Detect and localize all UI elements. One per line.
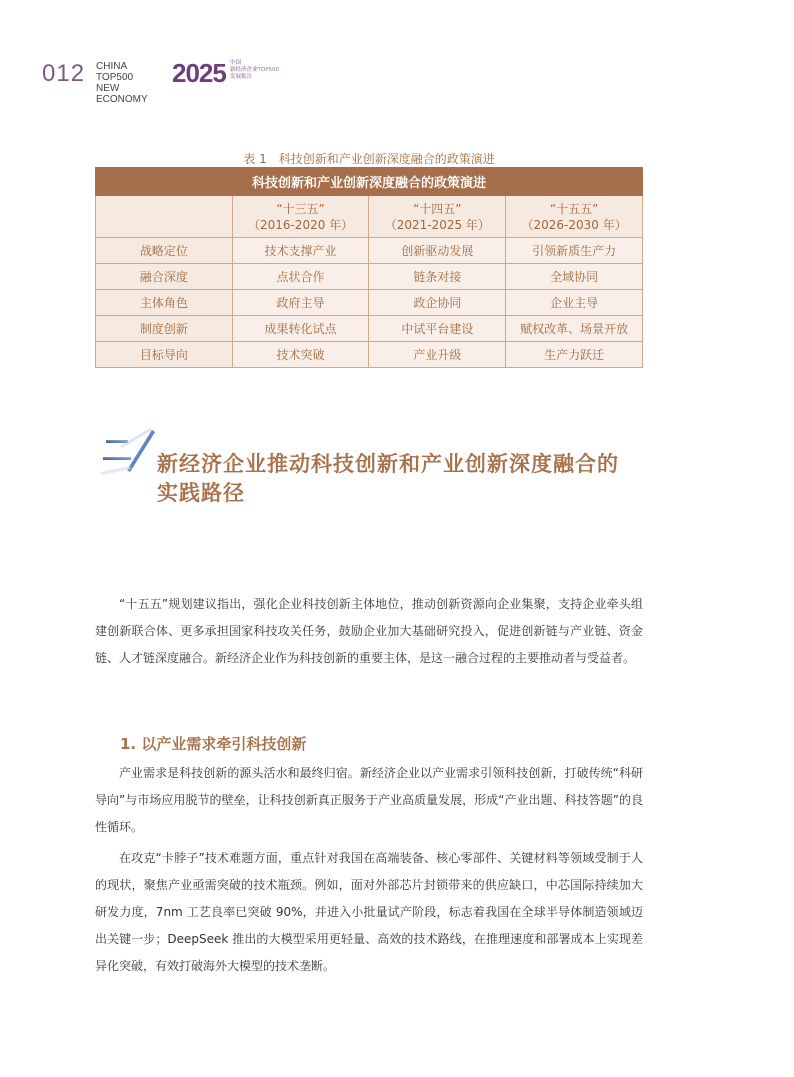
table-row (96, 264, 643, 290)
column-header: “十四五” （2021-2025 年） (369, 196, 506, 238)
section-number-mark-icon (100, 426, 160, 478)
table-cell: 企业主导 (506, 290, 643, 316)
body-paragraph: 产业需求是科技创新的源头活水和最终归宿。新经济企业以产业需求引领科技创新，打破传统“科研导向”与市场应用脱节的壁垒，让科技创新真正服务于产业高质量发展，形成“产业出题、科技答题”的良性循环。 (95, 766, 643, 834)
table-cell: 政府主导 (232, 290, 369, 316)
table-cell: 引领新质生产力 (506, 238, 643, 264)
table-cell: 赋权改革、场景开放 (506, 316, 643, 342)
row-label: 目标导向 (96, 342, 233, 368)
column-header: “十五五” （2026-2030 年） (506, 196, 643, 238)
subsection-heading: 1. 以产业需求牵引科技创新 (120, 735, 307, 753)
intro-paragraph: “十五五”规划建议指出，强化企业科技创新主体地位，推动创新资源向企业集聚，支持企业牵头组建创新联合体、更多承担国家科技攻关任务，鼓励企业加大基础研究投入，促进创新链与产业链、资金链、人才链深度融合。新经济企业作为科技创新的重要主体，是这一融合过程的主要推动者与受益者。 (95, 597, 643, 665)
table-title: 科技创新和产业创新深度融合的政策演进 (96, 168, 643, 196)
section-title: 新经济企业推动科技创新和产业创新深度融合的 实践路径 (157, 452, 619, 505)
table-caption: 表 1 科技创新和产业创新深度融合的政策演进 (243, 152, 495, 166)
table-cell: 全域协同 (506, 264, 643, 290)
table-cell: 产业升级 (369, 342, 506, 368)
table-cell: 生产力跃迁 (506, 342, 643, 368)
brand-english: CHINA TOP500 NEW ECONOMY (96, 61, 148, 105)
row-label: 主体角色 (96, 290, 233, 316)
row-label: 战略定位 (96, 238, 233, 264)
brand-chinese: 中国 新经济企业TOP500 发展报告 (230, 60, 280, 80)
table-header-row (96, 196, 643, 238)
table-cell: 点状合作 (232, 264, 369, 290)
page-number: 012 (42, 60, 86, 87)
body-paragraph: 在攻克“卡脖子”技术难题方面，重点针对我国在高端装备、核心零部件、关键材料等领域受制于人的现状，聚焦产业亟需突破的技术瓶颈。例如，面对外部芯片封锁带来的供应缺口，中芯国际持续加大研发力度，7nm 工艺良率已突破 90%，并进入小批量试产阶段，标志着我国在全球半导体制造领域迈出关键一步；DeepSeek 推出的大模型采用更轻量、高效的技术路线，在推理速度和部署成本上实现差异化突破，有效打破海外大模型的技术垄断。 (95, 851, 643, 973)
table-corner-cell (96, 196, 233, 238)
table-cell: 创新驱动发展 (369, 238, 506, 264)
table-row (96, 342, 643, 368)
table-cell: 链条对接 (369, 264, 506, 290)
row-label: 融合深度 (96, 264, 233, 290)
table-cell: 中试平台建设 (369, 316, 506, 342)
table-cell: 技术支撑产业 (232, 238, 369, 264)
policy-evolution-table (95, 167, 643, 368)
table-title-row (96, 168, 643, 196)
table-cell: 政企协同 (369, 290, 506, 316)
column-header: “十三五” （2016-2020 年） (232, 196, 369, 238)
table-row (96, 290, 643, 316)
table-cell: 成果转化试点 (232, 316, 369, 342)
table-row (96, 238, 643, 264)
table-row (96, 316, 643, 342)
report-year: 2025 (172, 58, 226, 88)
row-label: 制度创新 (96, 316, 233, 342)
table-cell: 技术突破 (232, 342, 369, 368)
